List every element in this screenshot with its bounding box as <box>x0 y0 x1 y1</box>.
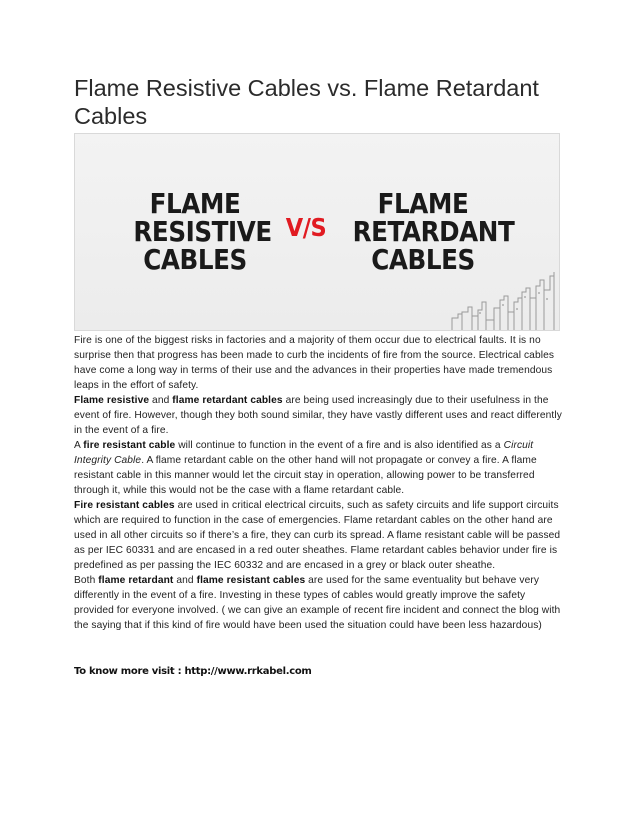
title-banner-image <box>74 133 560 331</box>
bold-term: Flame resistive <box>74 395 150 406</box>
text-run: will continue to function in the event of a fire and is also identified as a <box>175 440 504 451</box>
banner-left-line: FLAME <box>149 187 241 220</box>
text-run: and <box>173 575 197 586</box>
bold-term: Fire resistant cables <box>74 500 175 511</box>
article-body <box>74 333 568 633</box>
text-run: are being used increasingly due to their usefulness in the event of fire. However, though they both sound similar, they have vastly different uses and react differently in the event of a fire. <box>74 395 562 436</box>
banner-right-line: CABLES <box>371 243 475 276</box>
paragraph-definition <box>74 438 568 498</box>
italic-term: Circuit Integrity Cable <box>74 440 534 466</box>
banner-right-line: RETARDANT <box>352 215 515 248</box>
banner-left-heading <box>133 187 272 276</box>
text-run: are used for the same eventuality but behave very differently in the event of a fire. Investing in these types of cables would greatly improve the safety provided for everyone involved. ( we can give an example of recent fire incident and connect the blog with the saying that if this kind of fire would have been used the situation could have been less hazardous) <box>74 575 561 631</box>
bold-term: flame retardant <box>98 575 174 586</box>
paragraph-usage <box>74 393 568 438</box>
banner-right-heading <box>352 187 515 276</box>
banner-vs-label: V/S <box>285 213 327 242</box>
banner-right-line: FLAME <box>377 187 469 220</box>
bold-term: flame retardant cables <box>172 395 283 406</box>
text-run: . A flame retardant cable on the other hand will not propagate or convey a fire. A flame resistant cable in this manner would let the circuit stay in operation, allowing power to be transferred through it, while this would not be the case with a flame retardant cable. <box>74 455 537 496</box>
page-title: Flame Resistive Cables vs. Flame Retardant Cables <box>74 75 539 129</box>
text-run: A <box>74 440 84 451</box>
text-run: Both <box>74 575 99 586</box>
paragraph-intro: Fire is one of the biggest risks in factories and a majority of them occur due to electrical faults. It is no surprise then that progress has been made to curb the incidents of fire from the source. Electrical cables have come a long way in terms of their use and the advances in their properties have made tremendous leaps in the effort of safety. <box>74 335 555 391</box>
banner-left-line: CABLES <box>143 243 247 276</box>
paragraph-conclusion <box>74 573 568 633</box>
text-run: are used in critical electrical circuits, such as safety circuits and life support circuits which are required to function in the case of emergencies. Flame retardant cables on the other hand are used in all other circuits so if there’s a fire, they can curb its spread. A flame resistant cable will be passed as per IEC 60331 and are encased in a red outer sheathes. Flame retardant cables behavior under fire is predefined as per passing the IEC 60332 and are encased in a grey or black outer sheathe. <box>74 500 561 571</box>
city-skyline-illustration <box>450 272 560 330</box>
text-run: and <box>149 395 173 406</box>
bold-term: flame resistant cables <box>196 575 306 586</box>
banner-left-line: RESISTIVE <box>133 215 272 248</box>
bold-term: fire resistant cable <box>83 440 176 451</box>
paragraph-applications <box>74 498 568 573</box>
website-link-line[interactable]: To know more visit : http://www.rrkabel.com <box>74 666 312 677</box>
